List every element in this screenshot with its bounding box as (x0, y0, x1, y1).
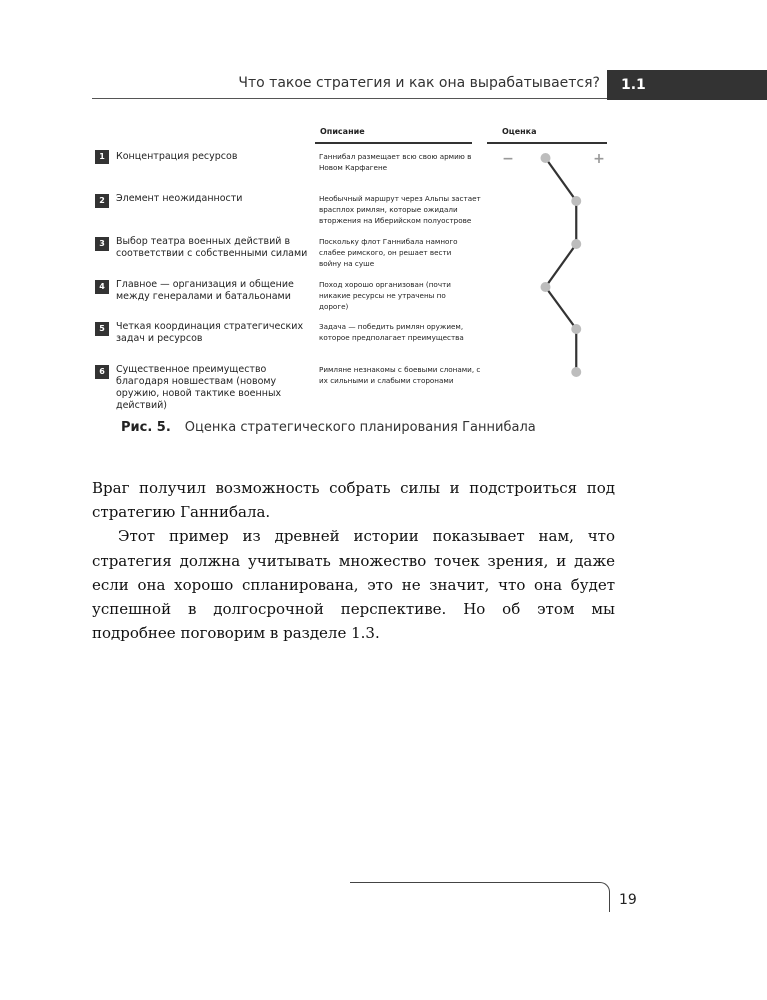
rating-point-1 (541, 153, 551, 163)
row-label: Главное — организация и общение между генералами и батальонами (116, 279, 294, 302)
scale-plus-label: + (593, 151, 605, 167)
column-header-description: Описание (320, 127, 365, 136)
rating-point-5 (571, 324, 581, 334)
rating-point-2 (571, 196, 581, 206)
rating-point-6 (571, 367, 581, 377)
row-description: Задача — победить римлян оружием, которое предполагает преимущества (319, 322, 464, 342)
row-description: Римляне незнакомы с боевыми слонами, с их сильными и слабыми сторонами (319, 365, 481, 385)
section-number-badge: 1.1 (607, 70, 767, 100)
row-label: Элемент неожиданности (116, 193, 243, 204)
row-description: Ганнибал размещает всю свою армию в Новом Карфагене (319, 152, 472, 172)
row-label: Концентрация ресурсов (116, 151, 238, 162)
row-label: Выбор театра военных действий в соответствии с собственными силами (116, 236, 308, 259)
row-number: 2 (95, 194, 109, 208)
row-number: 5 (95, 322, 109, 336)
row-label: Существенное преимущество благодаря новшествам (новому оружию, новой тактике военных действий) (116, 364, 282, 411)
paragraph: Этот пример из древней истории показывает нам, что стратегия должна учитывать множество точек зрения, и даже если она хорошо спланирована, это не значит, что она будет успешной в долгосрочной перспективе. Но об этом мы подробнее поговорим в разделе 1.3. (92, 527, 615, 643)
page-number: 19 (619, 892, 637, 908)
rating-point-3 (571, 239, 581, 249)
figure-caption-text: Оценка стратегического планирования Ганнибала (184, 420, 536, 435)
paragraph: Враг получил возможность собрать силы и подстроиться под стратегию Ганнибала. (92, 479, 615, 522)
rating-line (546, 158, 577, 372)
footer-rule-curve (598, 882, 610, 912)
figure-caption (121, 420, 536, 435)
rating-point-4 (541, 282, 551, 292)
row-description: Поход хорошо организован (почти никакие ресурсы не утрачены по дороге) (319, 280, 451, 311)
row-label: Четкая координация стратегических задач и ресурсов (116, 321, 304, 344)
row-number: 6 (95, 365, 109, 379)
footer-rule (350, 882, 600, 883)
column-header-rating: Оценка (502, 127, 537, 136)
figure-caption-label: Рис. 5. (121, 420, 171, 435)
body-text (92, 476, 615, 645)
row-number: 1 (95, 150, 109, 164)
scale-minus-label: − (502, 151, 514, 167)
row-number: 3 (95, 237, 109, 251)
row-description: Поскольку флот Ганнибала намного слабее римского, он решает вести войну на суше (319, 237, 458, 268)
row-description: Необычный маршрут через Альпы застает врасплох римлян, которые ожидали вторжения на Иберийском полуострове (319, 194, 481, 225)
running-header-title: Что такое стратегия и как она вырабатывается? (238, 75, 600, 91)
row-number: 4 (95, 280, 109, 294)
rating-chart (0, 0, 767, 420)
